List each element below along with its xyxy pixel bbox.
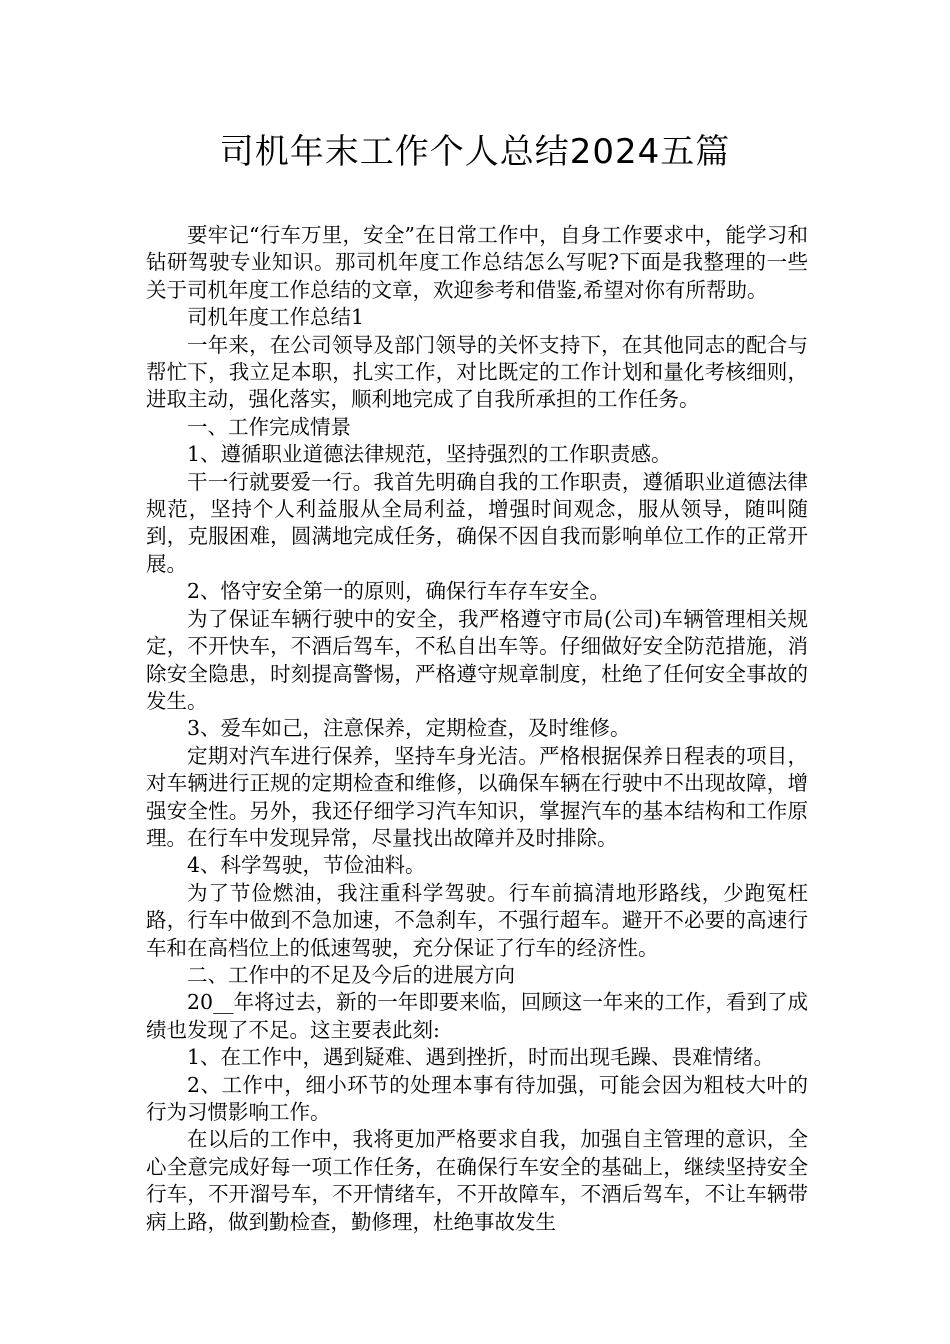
section-heading: 一、工作完成情景 (187, 414, 351, 439)
paragraph: 干一行就要爱一行。我首先明确自我的工作职责，遵循职业道德法律规范，坚持个人利益服从全局利益，增强时间观念，服从领导，随叫随到，克服困难，圆满地完成任务，确保不因自我而影响单位工作的正常开展。 (146, 469, 808, 576)
list-item: 2、工作中，细小环节的处理本事有待加强，可能会因为粗枝大叶的行为习惯影响工作。 (146, 1072, 808, 1124)
section-heading-summary-1: 司机年度工作总结1 (187, 305, 365, 330)
document-title: 司机年末工作个人总结2024五篇 (219, 132, 731, 172)
list-item: 1、在工作中，遇到疑难、遇到挫折，时而出现毛躁、畏难情绪。 (187, 1045, 775, 1070)
paragraph: 定期对汽车进行保养，坚持车身光洁。严格根据保养日程表的项目，对车辆进行正规的定期检查和维修，以确保车辆在行驶中不出现故障，增强安全性。另外，我还仔细学习汽车知识，掌握汽车的基本结构和工作原理。在行车中发现异常，尽量找出故障并及时排除。 (146, 743, 808, 850)
section-heading: 二、工作中的不足及今后的进展方向 (187, 962, 515, 987)
paragraph: 20__年将过去，新的一年即要来临，回顾这一年来的工作，看到了成绩也发现了不足。这主要表此刻: (146, 990, 808, 1042)
paragraph: 一年来，在公司领导及部门领导的关怀支持下，在其他同志的配合与帮忙下，我立足本职，扎实工作，对比既定的工作计划和量化考核细则，进取主动，强化落实，顺利地完成了自我所承担的工作任务。 (146, 332, 808, 412)
paragraph: 为了节俭燃油，我注重科学驾驶。行车前搞清地形路线，少跑冤枉路，行车中做到不急加速，不急刹车，不强行超车。避开不必要的高速行车和在高档位上的低速驾驶，充分保证了行车的经济性。 (146, 880, 808, 960)
list-item-heading: 4、科学驾驶，节俭油料。 (187, 853, 426, 878)
document-body (146, 222, 808, 1236)
list-item-heading: 3、爱车如己，注意保养，定期检查，及时维修。 (187, 716, 631, 741)
paragraph-intro: 要牢记“行车万里，安全”在日常工作中，自身工作要求中，能学习和钻研驾驶专业知识。那司机年度工作总结怎么写呢?下面是我整理的一些关于司机年度工作总结的文章，欢迎参考和借鉴,希望对你有所帮助。 (146, 223, 808, 302)
paragraph: 为了保证车辆行驶中的安全，我严格遵守市局(公司)车辆管理相关规定，不开快车，不酒后驾车，不私自出车等。仔细做好安全防范措施，消除安全隐患，时刻提高警惕，严格遵守规章制度，杜绝了任何安全事故的发生。 (146, 606, 808, 713)
list-item-heading: 2、恪守安全第一的原则，确保行车存车安全。 (187, 579, 611, 604)
list-item-heading: 1、遵循职业道德法律规范，坚持强烈的工作职责感。 (187, 442, 672, 467)
paragraph: 在以后的工作中，我将更加严格要求自我，加强自主管理的意识，全心全意完成好每一项工作任务，在确保行车安全的基础上，继续坚持安全行车，不开溜号车，不开情绪车，不开故障车，不酒后驾车，不让车辆带病上路，做到勤检查，勤修理，杜绝事故发生 (146, 1127, 808, 1234)
